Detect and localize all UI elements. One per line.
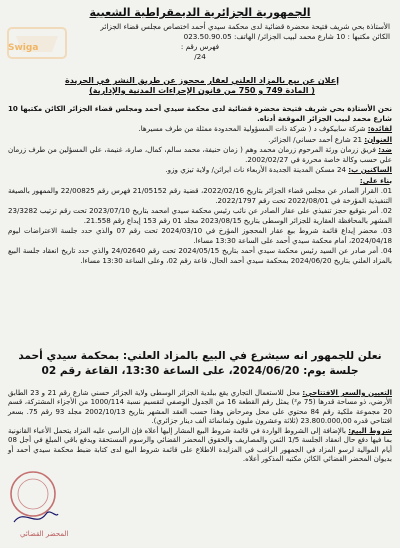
- conditions-paragraph: [8, 427, 392, 464]
- document-body: [8, 104, 392, 266]
- official-stamp: [6, 458, 60, 536]
- watermark-text: Swiga: [8, 43, 39, 53]
- residing-label: الساكنين ب:: [348, 165, 392, 174]
- according-label: بناء على:: [359, 175, 392, 185]
- residing-value: 24 مسكن المدينة الجديدة الأربعاء ناث ايراثن/ ولاية تيزي وزو.: [165, 165, 347, 174]
- info-line-2: الكائن مكتبها : 10 شارع محمد لبيب الجزائر/ الهاتف: 023.50.90.05: [183, 32, 390, 41]
- designation-label: التعيين والسعر الافتتاحي:: [302, 389, 392, 397]
- legal-item-1: 01. القرار الصادر عن مجلس قضاء الجزائر بتاريخ 2022/02/16، قضية رقم 21/05152 فهرس رقم 22/00825 والممهور بالصيغة التنفيذية المؤرخة في 2022/08/01 تحت رقم 2022/1797.: [8, 186, 392, 205]
- info-line-3: فهرس رقم :: [180, 42, 220, 51]
- signature-label: المحضر القضائي: [20, 530, 69, 538]
- sale-announcement: نعلن للجمهور انه سيشرع في البيع بالمزاد العلني: بمحكمة سيدي أحمد جلسة يوم: 2024/06/20، على الساعة 13:30، القاعة رقم 02: [18, 350, 382, 377]
- page-header: الجمهورية الجزائرية الديمقراطية الشعبية: [89, 6, 311, 19]
- against-continued: المسؤلين من طرف زرمان علي حسب وكالة خاصة محررة في 2002/02/27.: [8, 145, 392, 164]
- applicant-value: شركة سابيكوف د ( شركة ذات المسؤولية المحدودة ممثلة من طرف مسيرها.: [138, 124, 366, 133]
- against-label: ضد:: [378, 145, 393, 154]
- notice-title-main: إعلان عن بيع بالمزاد العلني لعقار محجوز عن طريق النشر في الجريدة: [65, 76, 339, 85]
- against-value: فريق زرمان ورثة المرحوم زرمان محمد وهم ( زمان حنيفة، محمد سالم، كمال، صارة، غنيمة، علي: [89, 145, 376, 154]
- notice-title-sub: ( المادة 749 و 750 من قانون الإجراءات المدنية والإدارية): [89, 86, 315, 95]
- against-line: [8, 145, 392, 164]
- applicant-line: [8, 124, 392, 134]
- conditions-text: بالإضافة إلى الشروط الواردة في قائمة شروط البيع المشار إليها أعلاه فإن الراسي عليه المزاد يتحمل الأعباء القانونية بما فيها دفع حال انعقاد الجلسة 1/5 الثمن والمصاريف والحقوق المحضر القضائي والرسوم المستحقة ويدفع باقي المبلغ في أجل 08 أيام الموالية لرسو المزاد في الجمهور الراغب في المزايدة الاطلاع على قائمة شروط البيع لدى كتابة ضبط محكمة سيدي أحمد أو بديوان المحضر القضائي الكائن مكتبه المذكور أعلاه.: [8, 427, 392, 464]
- applicant-label: لفائدة:: [367, 124, 392, 133]
- address-line: [8, 135, 392, 145]
- info-line-1: الأستاذة بحي شريف فتيحة محضرة قضائية لدى محكمة سيدي أحمد اختصاص مجلس قضاء الجزائر: [100, 22, 390, 31]
- info-line-4: 24/: [194, 52, 206, 61]
- designation-text: محل للاستعمال التجاري يقع ببلدية الجزائر الوسطى ولاية الجزائر حسني شارع رقم 21 و 23 الطابق الأرضي، ذو مساحة قدرها (75 م²) يمثل رقم القطعة 16 من الجدول الوصفي لتقسيم نسبة 1000/114 من الأجزاء المشتركة، قسم 20 مجموعة ملكية رقم 84 محتوي على محل ومرحاض وهذا حسب العقد المشهر بتاريخ 2002/10/13 مجلد 93 رقم 75. بسعر افتتاحي قدره 23.800.000,00 (ثلاثة وعشرون مليون وثمانمائة ألف دينار جزائري).: [8, 389, 393, 425]
- bailiff-info: [10, 22, 390, 62]
- intro-paragraph: نحن الأستاذة بحي شريف فتيحة محضرة قضائية لدى محكمة سيدي أحمد ومجلس قضاء الجزائر الكائن مكتبها 10 شارع محمد لبيب الجزائر الموقعة أدناه.: [8, 104, 392, 123]
- sale-details: [8, 389, 392, 465]
- address-value: 21 شارع أحمد حساني/ الجزائر.: [268, 134, 362, 144]
- legal-item-3: 03. محضر إيداع قائمة شروط بيع عقار المحجوز المؤرخ في 2024/03/10 تحت رقم 07 والذي حدد جلسة الاعتراضات ليوم 2024/04/18، أمام محكمة سيدي أحمد على الساعة 13:30 مساءا.: [8, 226, 392, 245]
- notice-title: [24, 76, 380, 96]
- conditions-label: شروط البيع:: [348, 427, 392, 436]
- designation-paragraph: [8, 389, 392, 426]
- residing-line: [8, 165, 392, 175]
- legal-item-2: 02. أمر بتوقيع حجز تنفيذي على عقار الصادر عن نائب رئيس محكمة سيدي امحمد بتاريخ 2023/07/10 تحت رقم ترتيب 23/3282 المشهر بالمحافظة العقارية للجزائر الوسطى بتاريخ 2023/08/15 مجلد 01 رقم 153 إيداع رقم 21.558.: [8, 206, 392, 225]
- address-label: العنوان:: [364, 134, 392, 144]
- legal-item-4: 04. أمر صادر عن السيد رئيس محكمة سيدي أحمد بتاريخ 2024/05/15 تحت رقم 24/02640 والذي حدد تاريخ انعقاد جلسة البيع بالمزاد العلني بتاريخ 2024/06/20 بمحكمة سيدي أحمد الحال، قاعة رقم 02، وعلى الساعة 13:30 مساءا.: [8, 246, 393, 265]
